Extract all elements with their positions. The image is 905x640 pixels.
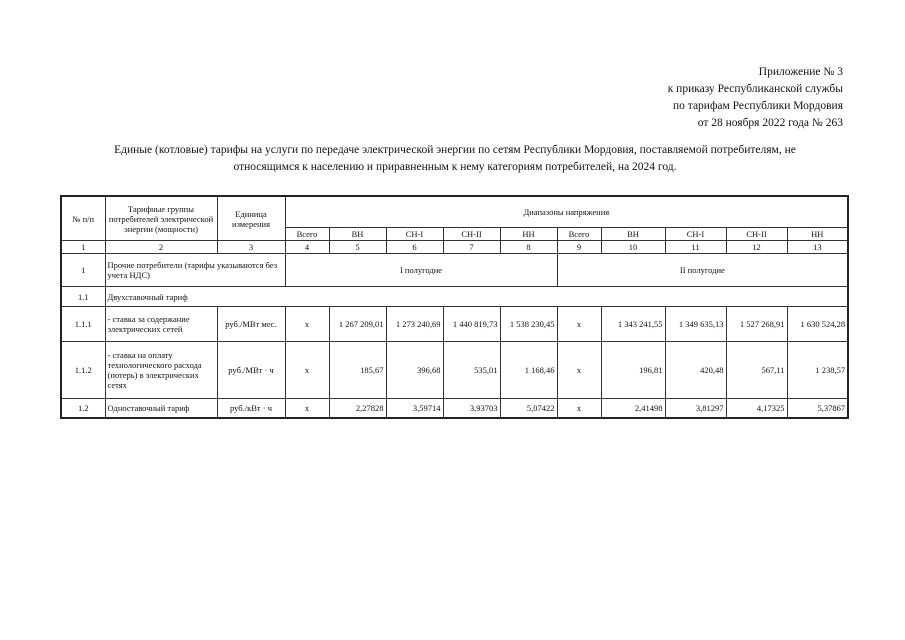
row-num: 1.2 (61, 399, 105, 419)
col-number: 13 (787, 241, 848, 254)
col-number: 10 (601, 241, 665, 254)
row-value: х (285, 342, 329, 399)
header-sub: Всего (557, 228, 601, 241)
row-value: 1 440 819,73 (443, 307, 500, 342)
row-value: 3,59714 (386, 399, 443, 419)
col-number: 6 (386, 241, 443, 254)
header-sub: СН-II (443, 228, 500, 241)
row-value: 185,67 (329, 342, 386, 399)
row-unit: руб./МВт мес. (217, 307, 285, 342)
header-sub: НН (787, 228, 848, 241)
row-value: 1 527 268,91 (726, 307, 787, 342)
row-num: 1.1 (61, 287, 105, 307)
row-value: х (557, 399, 601, 419)
appendix-line: к приказу Республиканской службы (667, 83, 843, 95)
row-name: Одноставочный тариф (105, 399, 217, 419)
header-unit: Единица измерения (217, 196, 285, 241)
header-sub: ВН (329, 228, 386, 241)
title-line: Единые (котловые) тарифы на услуги по передаче электрической энергии по сетям Республики Мордовия, поставляемой потребителям, не (114, 144, 796, 156)
table-row-section (61, 287, 848, 307)
row-value: 196,81 (601, 342, 665, 399)
row-name: - ставка на оплату технологического расхода (потерь) в электрических сетях (105, 342, 217, 399)
row-value: х (557, 342, 601, 399)
row-unit: руб./кВт · ч (217, 399, 285, 419)
header-sub: Всего (285, 228, 329, 241)
row-value: 1 630 524,28 (787, 307, 848, 342)
row-value: 3,93703 (443, 399, 500, 419)
col-number: 9 (557, 241, 601, 254)
table-row (61, 399, 848, 419)
row-value: 1 238,57 (787, 342, 848, 399)
col-number: 11 (665, 241, 726, 254)
col-number: 5 (329, 241, 386, 254)
table-row (61, 342, 848, 399)
appendix-header (668, 64, 843, 132)
half-year-1: I полугодие (285, 254, 557, 287)
tariff-table (60, 195, 849, 419)
col-number: 4 (285, 241, 329, 254)
header-sub: СН-I (665, 228, 726, 241)
row-value: 3,81297 (665, 399, 726, 419)
row-unit: руб./МВт · ч (217, 342, 285, 399)
col-number: 3 (217, 241, 285, 254)
row-num: 1.1.1 (61, 307, 105, 342)
appendix-line: по тарифам Республики Мордовия (673, 100, 843, 112)
row-value: 1 343 241,55 (601, 307, 665, 342)
header-ranges: Диапазоны напряжения (285, 196, 848, 228)
header-num: № п/п (61, 196, 105, 241)
document-title (60, 142, 850, 176)
row-num: 1 (61, 254, 105, 287)
title-line: относящимся к населению и приравненным к нему категориям потребителей, на 2024 год. (233, 161, 677, 173)
appendix-line: Приложение № 3 (758, 66, 843, 78)
row-value: 4,17325 (726, 399, 787, 419)
header-groups: Тарифные группы потребителей электрической энергии (мощности) (105, 196, 217, 241)
row-value: 1 168,46 (500, 342, 557, 399)
header-sub: ВН (601, 228, 665, 241)
row-value: 1 349 635,13 (665, 307, 726, 342)
row-value: х (285, 307, 329, 342)
row-value: 420,48 (665, 342, 726, 399)
row-value: 2,41498 (601, 399, 665, 419)
row-name: - ставка за содержание электрических сетей (105, 307, 217, 342)
header-sub: НН (500, 228, 557, 241)
col-number: 2 (105, 241, 217, 254)
row-value: 5,07422 (500, 399, 557, 419)
appendix-line: от 28 ноября 2022 года № 263 (697, 117, 843, 129)
row-value: 2,27828 (329, 399, 386, 419)
col-number: 7 (443, 241, 500, 254)
row-num: 1.1.2 (61, 342, 105, 399)
header-sub: СН-II (726, 228, 787, 241)
table-row-group (61, 254, 848, 287)
row-value: 5,37867 (787, 399, 848, 419)
row-value: 535,01 (443, 342, 500, 399)
header-sub: СН-I (386, 228, 443, 241)
row-name: Двухставочный тариф (105, 287, 848, 307)
half-year-2: II полугодие (557, 254, 848, 287)
row-value: 1 267 209,01 (329, 307, 386, 342)
row-value: 1 538 230,45 (500, 307, 557, 342)
row-value: х (285, 399, 329, 419)
row-value: 567,11 (726, 342, 787, 399)
row-value: х (557, 307, 601, 342)
col-number: 12 (726, 241, 787, 254)
row-name: Прочие потребители (тарифы указываются без учета НДС) (105, 254, 285, 287)
row-value: 1 273 240,69 (386, 307, 443, 342)
table-row (61, 307, 848, 342)
row-value: 396,68 (386, 342, 443, 399)
col-number: 8 (500, 241, 557, 254)
col-number: 1 (61, 241, 105, 254)
